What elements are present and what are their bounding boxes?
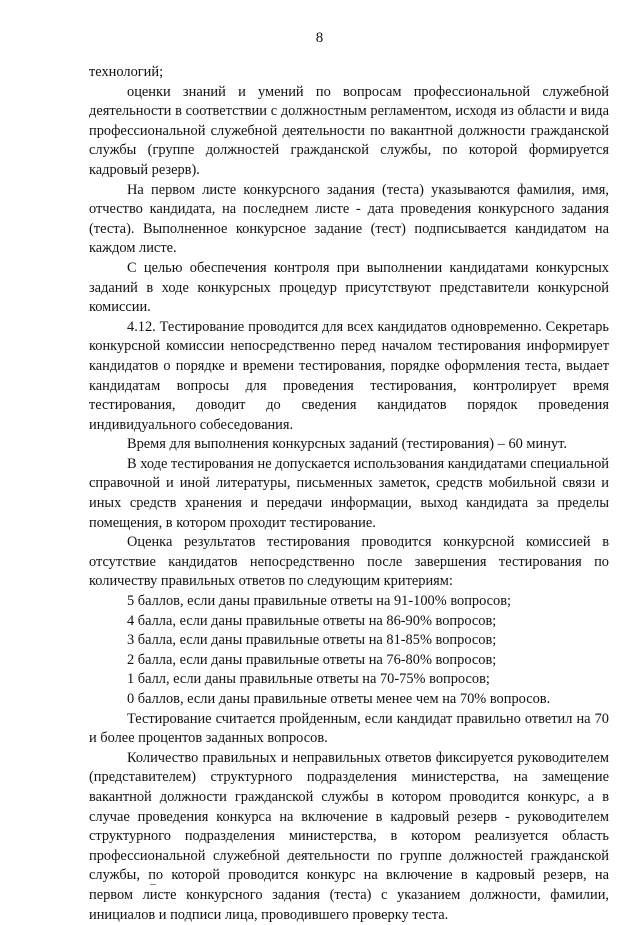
- paragraph-evaluation: Оценка результатов тестирования проводится конкурсной комиссией в отсутствие кандидатов непосредственно после завершения тестирования по количеству правильных ответов по следующим критериям:: [89, 534, 609, 590]
- paragraph-answer-count: Количество правильных и неправильных ответов фиксируется руководителем (представителем) структурного подразделения министерства, на замещение вакантной должности гражданской службы в котором проводится конкурс, а в случае проведения конкурса на включение в кадровый резерв - руководителем структурного подразделения министерства, в котором реализуется область профессиональной служебной деятельности по группе должностей гражданской службы, по которой проводится конкурс на включение в кадровый резерв, на первом листе конкурсного задания (теста) с указанием должности, фамилии, инициалов и подписи лица, проводившего проверку теста.: [89, 749, 609, 923]
- criteria-item: 2 балла, если даны правильные ответы на 76-80% вопросов;: [127, 651, 497, 668]
- scan-mark: [150, 884, 156, 885]
- criteria-item: 5 баллов, если даны правильные ответы на 91-100% вопросов;: [127, 593, 512, 610]
- criteria-item: 3 балла, если даны правильные ответы на 81-85% вопросов;: [127, 632, 497, 649]
- paragraph-technologies: технологий;: [89, 64, 164, 80]
- document-body: [89, 63, 609, 925]
- criteria-item: 0 баллов, если даны правильные ответы менее чем на 70% вопросов.: [127, 691, 551, 707]
- criteria-item: 1 балл, если даны правильные ответы на 70-75% вопросов;: [127, 671, 490, 688]
- criteria-item: 4 балла, если даны правильные ответы на 86-90% вопросов;: [127, 612, 497, 629]
- criteria-list: [89, 592, 609, 710]
- paragraph-prohibitions: В ходе тестирования не допускается использования кандидатами специальной справочной и иной литературы, письменных заметок, средств мобильной связи и иных средств хранения и передачи информации, выход кандидата за пределы помещения, в котором проходит тестирование.: [89, 455, 609, 531]
- page-number: 8: [315, 30, 324, 46]
- paragraph-first-sheet: На первом листе конкурсного задания (теста) указываются фамилия, имя, отчество кандидата, на последнем листе - дата проведения конкурсного задания (теста). Выполненное конкурсное задание (тест) подписывается кандидатом на каждом листе.: [89, 181, 609, 257]
- paragraph-4-12: 4.12. Тестирование проводится для всех кандидатов одновременно. Секретарь конкурсной комиссии непосредственно перед началом тестирования информирует кандидатов о порядке и времени тестирования, порядке оформления теста, выдает кандидатам вопросы для проведения тестирования, контролирует время тестирования, доводит до сведения кандидатов порядок проведения индивидуального собеседования.: [89, 318, 609, 433]
- paragraph-knowledge-assessment: оценки знаний и умений по вопросам профессиональной служебной деятельности в соответствии с должностным регламентом, исходя из области и вида профессиональной служебной деятельности по вакантной должности гражданской службы (группе должностей гражданской службы, по которой формируется кадровый резерв).: [89, 83, 609, 178]
- paragraph-time-limit: Время для выполнения конкурсных заданий (тестирования) – 60 минут.: [127, 436, 567, 453]
- paragraph-pass-threshold: Тестирование считается пройденным, если кандидат правильно ответил на 70 и более процентов заданных вопросов.: [89, 710, 609, 747]
- paragraph-control: С целью обеспечения контроля при выполнении кандидатами конкурсных заданий в ходе конкурсных процедур присутствуют представители конкурсной комиссии.: [89, 259, 609, 316]
